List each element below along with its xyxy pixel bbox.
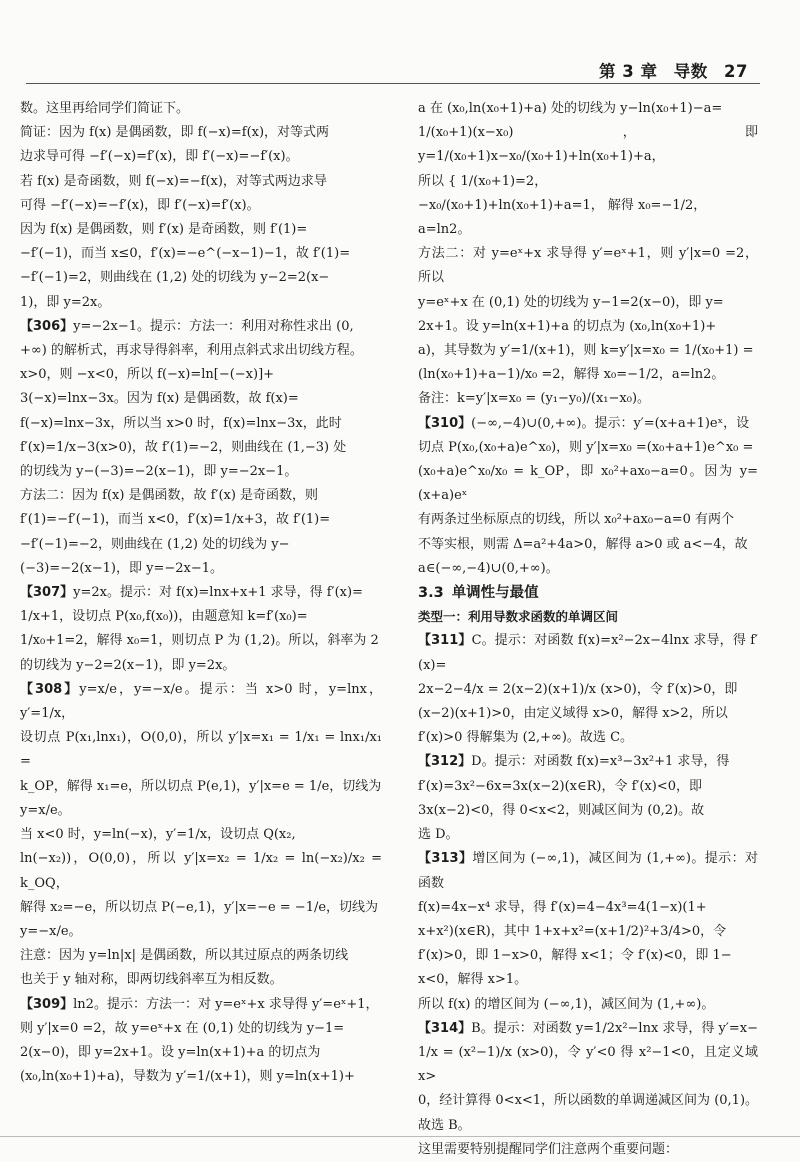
text-line — [418, 291, 758, 315]
line-text: (x−2)(x+1)>0，由定义域得 x>0，解得 x>2，所以 — [418, 706, 728, 722]
problem-answer — [20, 581, 382, 605]
line-text: x<0，解得 x>1。 — [418, 972, 528, 988]
text-line — [418, 702, 758, 726]
line-text: 方法二：因为 f(x) 是偶函数，故 f′(x) 是奇函数，则 — [20, 488, 319, 504]
text-line — [20, 194, 382, 218]
line-text: y=2x。提示：对 f(x)=lnx+x+1 求导，得 f′(x)= — [73, 585, 363, 601]
text-line — [418, 315, 758, 339]
problem-answer — [20, 315, 382, 339]
line-text: 1/x₀+1=2，解得 x₀=1，则切点 P 为 (1,2)。所以，斜率为 2 — [20, 633, 379, 649]
problem-answer — [418, 1017, 758, 1041]
problem-number: 【307】 — [20, 585, 74, 601]
problem-answer — [418, 629, 758, 677]
line-text: −f′(−1)=2，则曲线在 (1,2) 处的切线为 y−2=2(x− — [20, 270, 330, 286]
line-text: 有两条过坐标原点的切线，所以 x₀²+ax₀−a=0 有两个 — [418, 512, 735, 528]
line-text: 所以 { 1/(x₀+1)=2， — [418, 173, 548, 189]
text-line — [20, 920, 382, 944]
line-text: f(−x)=lnx−3x，所以当 x>0 时，f(x)=lnx−3x，此时 — [20, 415, 342, 431]
line-text: (ln(x₀+1)+a−1)/x₀ =2，解得 x₀=−1/2，a=ln2。 — [418, 367, 725, 383]
text-line — [20, 121, 382, 145]
line-text: 1/x = (x²−1)/x (x>0)，令 y′<0 得 x²−1<0，且定义域 x> — [418, 1044, 758, 1085]
text-line — [418, 993, 758, 1017]
text-line — [418, 460, 758, 508]
chapter-label: 第 3 章 — [599, 62, 658, 81]
text-line — [20, 412, 382, 436]
line-text: 这里需要特别提醒同学们注意两个重要问题： — [418, 1141, 679, 1157]
line-text: x+x²)(x∈R)，其中 1+x+x²=(x+1/2)²+3/4>0，令 — [418, 923, 727, 939]
text-line — [418, 678, 758, 702]
right-column — [418, 97, 758, 1162]
text-line — [20, 847, 382, 895]
line-text: B。提示：对函数 y=1/2x²−lnx 求导，得 y′=x− — [471, 1020, 758, 1036]
text-line — [418, 1041, 758, 1089]
text-line — [20, 97, 382, 121]
text-line — [20, 460, 382, 484]
text-line — [20, 654, 382, 678]
problem-answer — [418, 750, 758, 774]
line-text: 3(−x)=lnx−3x。因为 f(x) 是偶函数，故 f(x)= — [20, 391, 299, 407]
text-line — [418, 170, 758, 194]
text-line — [20, 339, 382, 363]
text-line — [20, 775, 382, 799]
text-line — [418, 194, 758, 218]
line-text: 注意：因为 y=ln|x| 是偶函数，所以其过原点的两条切线 — [20, 948, 349, 964]
line-text: −f′(−1)=−2，则曲线在 (1,2) 处的切线为 y− — [20, 536, 290, 552]
line-text: ln2。提示：方法一：对 y=eˣ+x 求导得 y′=eˣ+1， — [73, 996, 379, 1012]
line-text: ln(−x₂))，O(0,0)，所以 y′|x=x₂ = 1/x₂ = ln(−x₂)/x₂ = k_OQ， — [20, 851, 382, 891]
problem-number: 【306】 — [20, 318, 74, 334]
line-text: 选 D。 — [418, 827, 459, 843]
text-line — [20, 726, 382, 774]
text-line — [418, 896, 758, 920]
line-text: 的切线为 y−(−3)=−2(x−1)，即 y=−2x−1。 — [20, 464, 298, 480]
text-line — [20, 823, 382, 847]
text-line — [20, 484, 382, 508]
text-line — [20, 170, 382, 194]
line-text: 故选 B。 — [418, 1117, 471, 1133]
problem-answer — [20, 678, 382, 726]
text-line — [20, 436, 382, 460]
line-text: 设切点 P(x₁,lnx₁)，O(0,0)，所以 y′|x=x₁ = 1/x₁ = lnx₁/x₁ = — [20, 730, 382, 770]
problem-answer — [418, 847, 758, 895]
line-text: +∞) 的解析式，再求导得斜率，利用点斜式求出切线方程。 — [20, 343, 363, 359]
line-text: y=eˣ+x 在 (0,1) 处的切线为 y−1=2(x−0)，即 y= — [418, 294, 724, 310]
text-line — [418, 1114, 758, 1138]
line-text: f′(x)>0，即 1−x>0，解得 x<1；令 f′(x)<0，即 1− — [418, 948, 732, 964]
line-text: 简证：因为 f(x) 是偶函数，即 f(−x)=f(x)，对等式两 — [20, 125, 330, 141]
line-text: 方法二：对 y=eˣ+x 求导得 y′=eˣ+1，则 y′|x=0 =2，所以 — [418, 246, 758, 286]
line-text: 解得 x₂=−e，所以切点 P(−e,1)，y′|x=−e = −1/e，切线为 — [20, 899, 379, 915]
line-text: 2x+1。设 y=ln(x+1)+a 的切点为 (x₀,ln(x₀+1)+ — [418, 318, 717, 334]
problem-number: 【309】 — [20, 996, 74, 1012]
text-line — [20, 291, 382, 315]
line-text: a=ln2。 — [418, 222, 471, 238]
problem-number: 【314】 — [418, 1020, 472, 1036]
line-text: 所以 f(x) 的增区间为 (−∞,1)，减区间为 (1,+∞)。 — [418, 996, 715, 1012]
line-text: 则 y′|x=0 =2，故 y=eˣ+x 在 (0,1) 处的切线为 y−1= — [20, 1020, 345, 1036]
line-text: f′(x)>0 得解集为 (2,+∞)。故选 C。 — [418, 730, 634, 746]
line-text: k_OP，解得 x₁=e，所以切点 P(e,1)，y′|x=e = 1/e，切线为 — [20, 778, 382, 794]
line-text: 当 x<0 时，y=ln(−x)，y′=1/x，设切点 Q(x₂, — [20, 827, 296, 843]
problem-number: 【311】 — [418, 633, 472, 649]
line-text: a 在 (x₀,ln(x₀+1)+a) 处的切线为 y−ln(x₀+1)−a= — [418, 101, 723, 116]
line-text: 增区间为 (−∞,1)，减区间为 (1,+∞)。提示：对函数 — [418, 851, 758, 891]
page-number: 27 — [724, 62, 748, 81]
line-text: 1/x+1，设切点 P(x₀,f(x₀))，由题意知 k=f′(x₀)= — [20, 609, 308, 625]
line-text: 数。这里再给同学们简证下。 — [20, 101, 190, 116]
problem-number: 【313】 — [418, 851, 473, 867]
text-line — [20, 968, 382, 992]
problem-number: 【312】 — [418, 754, 472, 770]
text-line — [418, 387, 758, 411]
text-line — [418, 1089, 758, 1113]
text-line — [20, 533, 382, 557]
text-line — [418, 533, 758, 557]
text-line — [20, 363, 382, 387]
text-line — [418, 121, 758, 169]
text-line — [418, 799, 758, 823]
text-line — [20, 145, 382, 169]
line-text: y=−2x−1。提示：方法一：利用对称性求出 (0, — [73, 318, 354, 334]
line-text: 2x−2−4/x = 2(x−2)(x+1)/x (x>0)，令 f′(x)>0，即 — [418, 681, 738, 697]
section-title: 单调性与最值 — [451, 585, 539, 602]
line-text: −f′(−1)，而当 x≤0，f′(x)=−e^(−x−1)−1，故 f′(1)= — [20, 246, 351, 262]
line-text: 切点 P(x₀,(x₀+a)e^x₀)，则 y′|x=x₀ =(x₀+a+1)e^x₀ = — [418, 439, 754, 455]
text-line — [20, 944, 382, 968]
problem-answer — [20, 993, 382, 1017]
text-line — [418, 726, 758, 750]
text-line — [418, 557, 758, 581]
text-line — [418, 97, 758, 121]
line-text: (−∞,−4)∪(0,+∞)。提示：y′=(x+a+1)eˣ，设 — [471, 415, 750, 431]
line-text: C。提示：对函数 f(x)=x²−2x−4lnx 求导，得 f′(x)= — [418, 633, 758, 673]
line-text: a)，其导数为 y′=1/(x+1)，则 k=y′|x=x₀ = 1/(x₀+1) = — [418, 343, 754, 359]
text-line — [418, 436, 758, 460]
line-text: f′(1)=−f′(−1)，而当 x<0，f′(x)=1/x+3，故 f′(1)= — [20, 512, 331, 528]
text-line — [418, 242, 758, 290]
line-text: −x₀/(x₀+1)+ln(x₀+1)+a=1， 解得 x₀=−1/2， — [418, 197, 707, 213]
text-line — [418, 508, 758, 532]
line-text: 0，经计算得 0<x<1，所以函数的单调递减区间为 (0,1)。 — [418, 1093, 759, 1109]
line-text: 备注：k=y′|x=x₀ = (y₁−y₀)/(x₁−x₀)。 — [418, 391, 651, 407]
text-line — [418, 920, 758, 944]
line-text: y=x/e。 — [20, 802, 71, 818]
text-line — [20, 799, 382, 823]
problem-answer — [418, 412, 758, 436]
line-text: 1/(x₀+1)(x−x₀)，即 y=1/(x₀+1)x−x₀/(x₀+1)+ln(x₀+1)+a， — [418, 125, 758, 165]
line-text: 因为 f(x) 是偶函数，则 f′(x) 是奇函数，则 f′(1)= — [20, 222, 308, 238]
text-line — [20, 896, 382, 920]
line-text: 若 f(x) 是奇函数，则 f(−x)=−f(x)，对等式两边求导 — [20, 173, 327, 189]
text-line — [418, 823, 758, 847]
text-line — [20, 629, 382, 653]
line-text: y=x/e，y=−x/e。提示：当 x>0 时，y=lnx，y′=1/x， — [20, 681, 382, 722]
text-line — [20, 218, 382, 242]
problem-number: 【308】 — [20, 681, 80, 697]
line-text: (−3)=−2(x−1)，即 y=−2x−1。 — [20, 560, 224, 576]
text-line — [20, 1065, 382, 1089]
line-text: 边求导可得 −f′(−x)=f′(x)，即 f′(−x)=−f′(x)。 — [20, 149, 299, 165]
running-head — [589, 58, 748, 82]
line-text: a∈(−∞,−4)∪(0,+∞)。 — [418, 560, 559, 576]
page-bottom-edge — [0, 1136, 800, 1137]
left-column — [20, 97, 382, 1089]
line-text: f(x)=4x−x⁴ 求导，得 f′(x)=4−4x³=4(1−x)(1+ — [418, 899, 707, 915]
text-line — [418, 944, 758, 968]
line-text: 可得 −f′(−x)=−f′(x)，即 f′(−x)=f′(x)。 — [20, 197, 260, 213]
line-text: 的切线为 y−2=2(x−1)，即 y=2x。 — [20, 657, 236, 673]
text-line — [20, 605, 382, 629]
text-line — [20, 1017, 382, 1041]
text-line — [20, 242, 382, 266]
line-text: D。提示：对函数 f(x)=x³−3x²+1 求导，得 — [471, 754, 730, 770]
text-line — [20, 387, 382, 411]
line-text: 2(x−0)，即 y=2x+1。设 y=ln(x+1)+a 的切点为 — [20, 1044, 321, 1060]
header-rule — [26, 83, 760, 84]
line-text: f′(x)=1/x−3(x>0)，故 f′(1)=−2，则曲线在 (1,−3) 处 — [20, 439, 347, 455]
text-line — [20, 508, 382, 532]
section-heading — [418, 581, 758, 605]
text-line — [418, 968, 758, 992]
line-text: 1)，即 y=2x。 — [20, 294, 111, 310]
line-text: f′(x)=3x²−6x=3x(x−2)(x∈R)，令 f′(x)<0，即 — [418, 778, 702, 794]
section-number: 3.3 — [418, 585, 444, 602]
text-line — [418, 363, 758, 387]
problem-number: 【310】 — [418, 415, 472, 431]
line-text: 也关于 y 轴对称，即两切线斜率互为相反数。 — [20, 972, 283, 988]
line-text: 3x(x−2)<0，得 0<x<2，则减区间为 (0,2)。故 — [418, 802, 705, 818]
text-line — [20, 1041, 382, 1065]
line-text: x>0，则 −x<0，所以 f(−x)=ln[−(−x)]+ — [20, 367, 275, 383]
line-text: 不等实根，则需 Δ=a²+4a>0，解得 a>0 或 a<−4，故 — [418, 536, 748, 552]
text-line — [20, 557, 382, 581]
line-text: (x₀+a)e^x₀/x₀ = k_OP，即 x₀²+ax₀−a=0。因为 y=(x+a)eˣ — [418, 464, 758, 504]
text-line — [418, 775, 758, 799]
line-text: y=−x/e。 — [20, 923, 82, 939]
text-line — [418, 339, 758, 363]
chapter-title: 导数 — [673, 62, 708, 81]
text-line — [418, 1138, 758, 1162]
text-line — [418, 218, 758, 242]
line-text: (x₀,ln(x₀+1)+a)，导数为 y′=1/(x+1)，则 y=ln(x+1)+ — [20, 1069, 355, 1085]
text-line — [20, 266, 382, 290]
type-heading: 类型一：利用导数求函数的单调区间 — [418, 609, 619, 625]
